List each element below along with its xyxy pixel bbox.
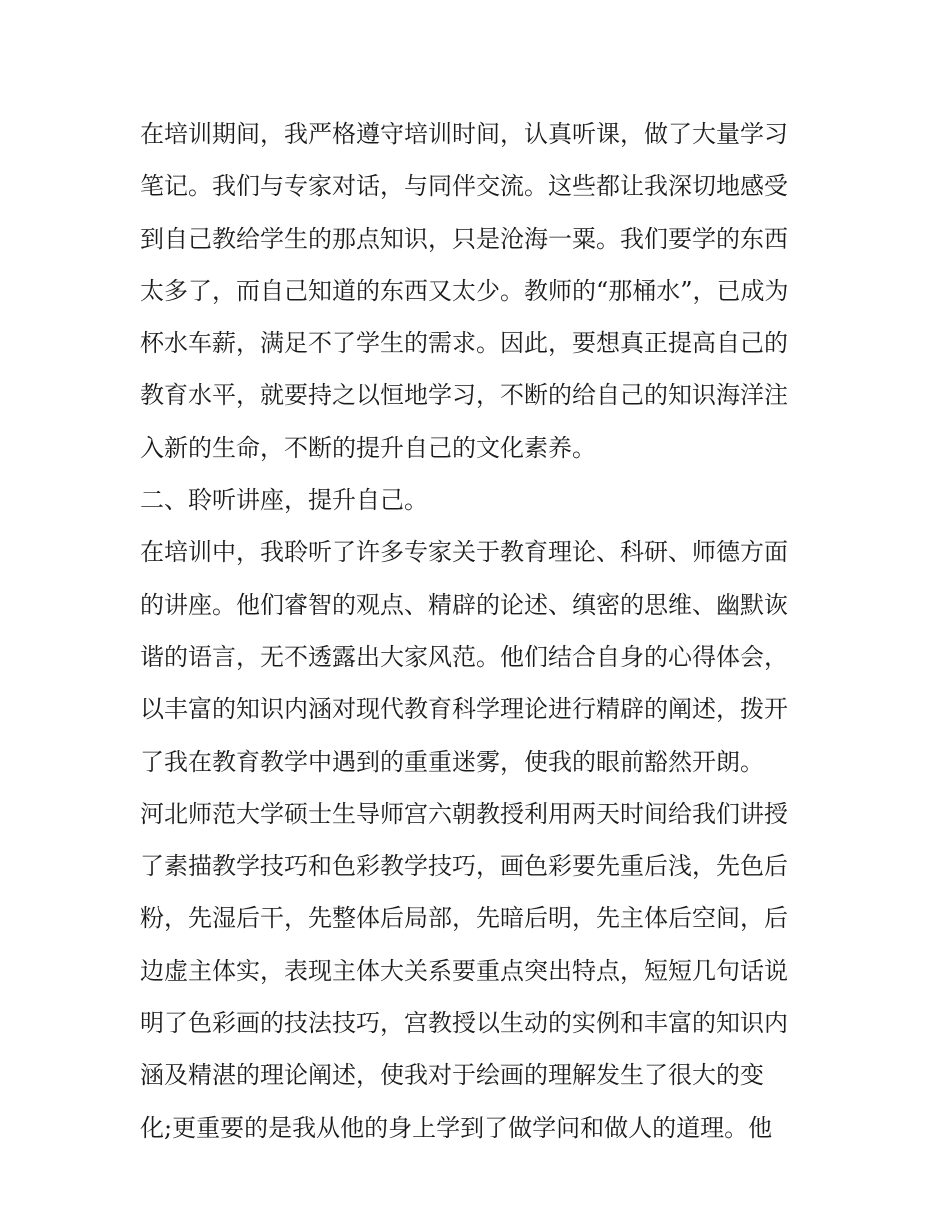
text-line: 到自己教给学生的那点知识，只是沧海一粟。我们要学的东西 xyxy=(140,224,788,253)
text-line: 谐的语言，无不透露出大家风范。他们结合自身的心得体会， xyxy=(140,642,788,671)
text-line: 教育水平，就要持之以恒地学习，不断的给自己的知识海洋注 xyxy=(140,381,788,410)
text-line: 入新的生命，不断的提升自己的文化素养。 xyxy=(140,433,596,462)
section-heading: 二、聆听讲座，提升自己。 xyxy=(140,486,428,515)
text-line: 笔记。我们与专家对话，与同伴交流。这些都让我深切地感受 xyxy=(140,172,788,201)
text-line: 涵及精湛的理论阐述，使我对于绘画的理解发生了很大的变 xyxy=(140,1061,764,1090)
text-line: 河北师范大学硕士生导师宫六朝教授利用两天时间给我们讲授 xyxy=(140,799,788,828)
text-line: 粉，先湿后干，先整体后局部，先暗后明，先主体后空间，后 xyxy=(140,904,788,933)
text-line: 以丰富的知识内涵对现代教育科学理论进行精辟的阐述，拨开 xyxy=(140,695,788,724)
text-line: 太多了，而自己知道的东西又太少。教师的“那桶水”，已成为 xyxy=(140,276,789,305)
text-line: 明了色彩画的技法技巧，宫教授以生动的实例和丰富的知识内 xyxy=(140,1009,788,1038)
text-line: 在培训中，我聆听了许多专家关于教育理论、科研、师德方面 xyxy=(140,538,788,567)
text-line: 化;更重要的是我从他的身上学到了做学问和做人的道理。他 xyxy=(140,1113,773,1142)
text-line: 在培训期间，我严格遵守培训时间，认真听课，做了大量学习 xyxy=(140,120,788,148)
text-line: 的讲座。他们睿智的观点、精辟的论述、缜密的思维、幽默诙 xyxy=(140,590,788,619)
text-line: 了我在教育教学中遇到的重重迷雾，使我的眼前豁然开朗。 xyxy=(140,747,764,776)
body-text xyxy=(140,108,820,1154)
text-line: 边虚主体实，表现主体大关系要重点突出特点，短短几句话说 xyxy=(140,956,788,985)
text-line: 杯水车薪，满足不了学生的需求。因此，要想真正提高自己的 xyxy=(140,329,788,358)
text-line: 了素描教学技巧和色彩教学技巧，画色彩要先重后浅，先色后 xyxy=(140,852,788,881)
